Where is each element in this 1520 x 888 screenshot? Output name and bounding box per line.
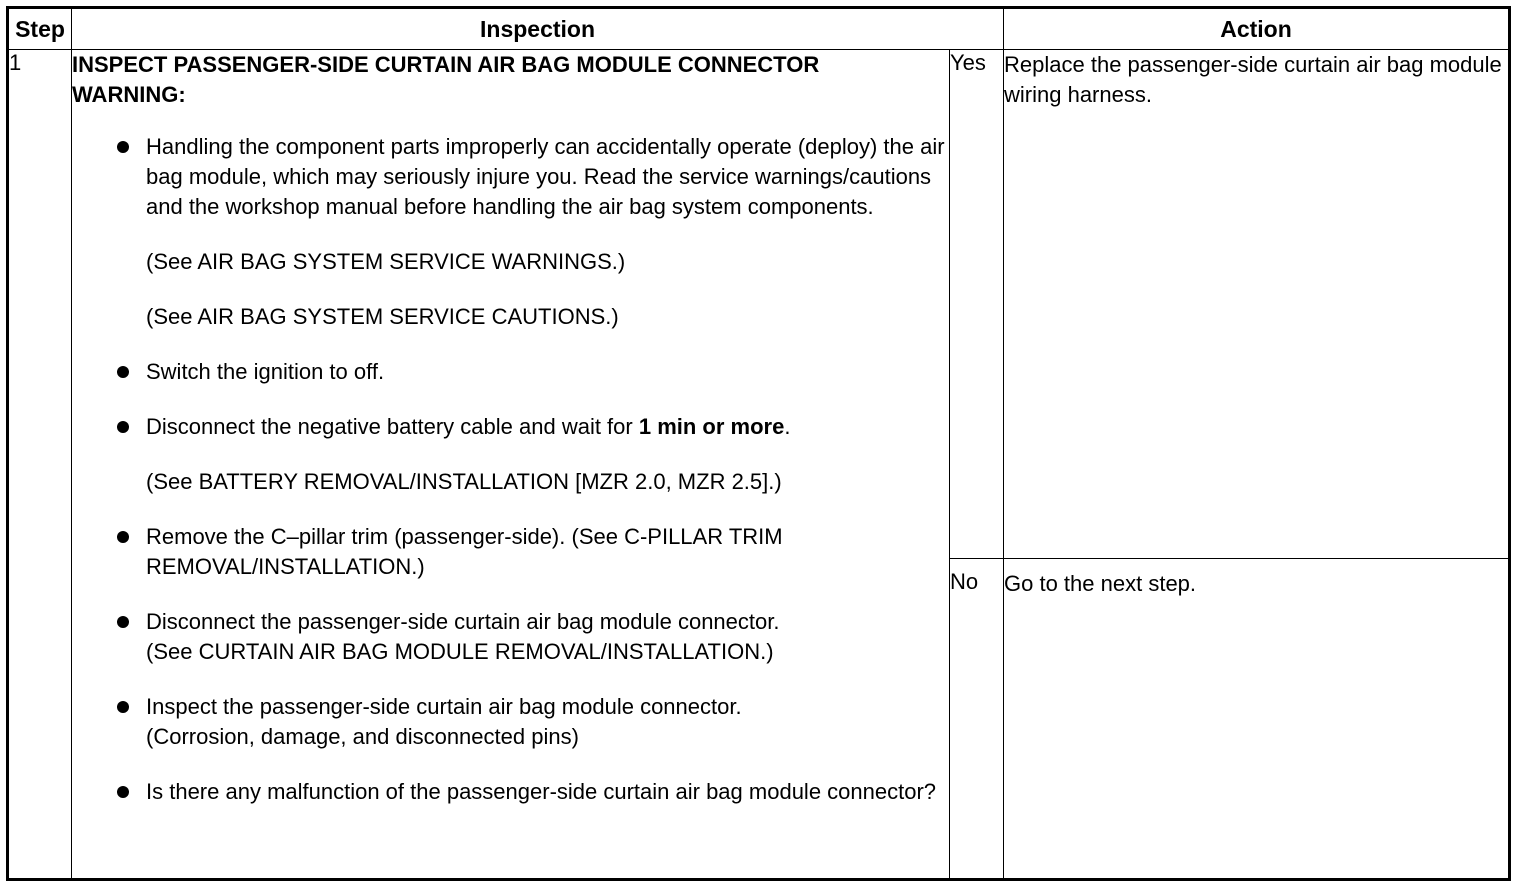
list-item: Inspect the passenger-side curtain air bag module connector. (Corrosion, damage, and disconnected pins): [146, 692, 949, 752]
no-action-text: Go to the next step.: [1004, 559, 1510, 880]
bullet-icon: [117, 701, 129, 713]
warning-label: WARNING:: [72, 82, 186, 107]
list-item: Disconnect the negative battery cable and wait for 1 min or more.: [146, 412, 949, 442]
list-item: Disconnect the passenger-side curtain air bag module connector. (See CURTAIN AIR BAG MODULE REMOVAL/INSTALLATION.): [146, 607, 949, 667]
reference-text: (See BATTERY REMOVAL/INSTALLATION [MZR 2.0, MZR 2.5].): [146, 469, 782, 494]
list-item: Switch the ignition to off.: [146, 357, 949, 387]
list-item: Remove the C–pillar trim (passenger-side). (See C-PILLAR TRIM REMOVAL/INSTALLATION.): [146, 522, 949, 582]
bullet-icon: [117, 366, 129, 378]
inspection-table: [6, 6, 1511, 881]
reference-text: (See AIR BAG SYSTEM SERVICE CAUTIONS.): [146, 304, 619, 329]
action-column-header: Action: [1004, 8, 1510, 50]
reference-text: (See AIR BAG SYSTEM SERVICE WARNINGS.): [146, 249, 626, 274]
step-number: 1: [8, 50, 72, 880]
step-column-header: Step: [8, 8, 72, 50]
inspection-title: INSPECT PASSENGER-SIDE CURTAIN AIR BAG MODULE CONNECTOR WARNING:: [72, 50, 949, 110]
table-header-row: [8, 8, 1510, 50]
bullet-icon: [117, 531, 129, 543]
bullet-icon: [117, 786, 129, 798]
yes-label: Yes: [950, 50, 1004, 559]
table-row: [8, 50, 1510, 559]
list-item: Is there any malfunction of the passenger-side curtain air bag module connector?: [146, 777, 949, 807]
inspection-steps-list: [72, 522, 949, 807]
inspection-cell: [72, 50, 950, 880]
bullet-icon: [117, 421, 129, 433]
inspection-column-header: Inspection: [72, 8, 1004, 50]
list-item: Handling the component parts improperly can accidentally operate (deploy) the air bag module, which may seriously injure you. Read the service warnings/cautions and the workshop manual before handling the air bag system components.: [146, 132, 949, 222]
bullet-icon: [117, 616, 129, 628]
inspection-steps-list: [72, 357, 949, 442]
no-label: No: [950, 559, 1004, 880]
yes-action-text: Replace the passenger-side curtain air bag module wiring harness.: [1004, 50, 1510, 559]
bullet-icon: [117, 141, 129, 153]
inspection-steps-list: [72, 132, 949, 222]
